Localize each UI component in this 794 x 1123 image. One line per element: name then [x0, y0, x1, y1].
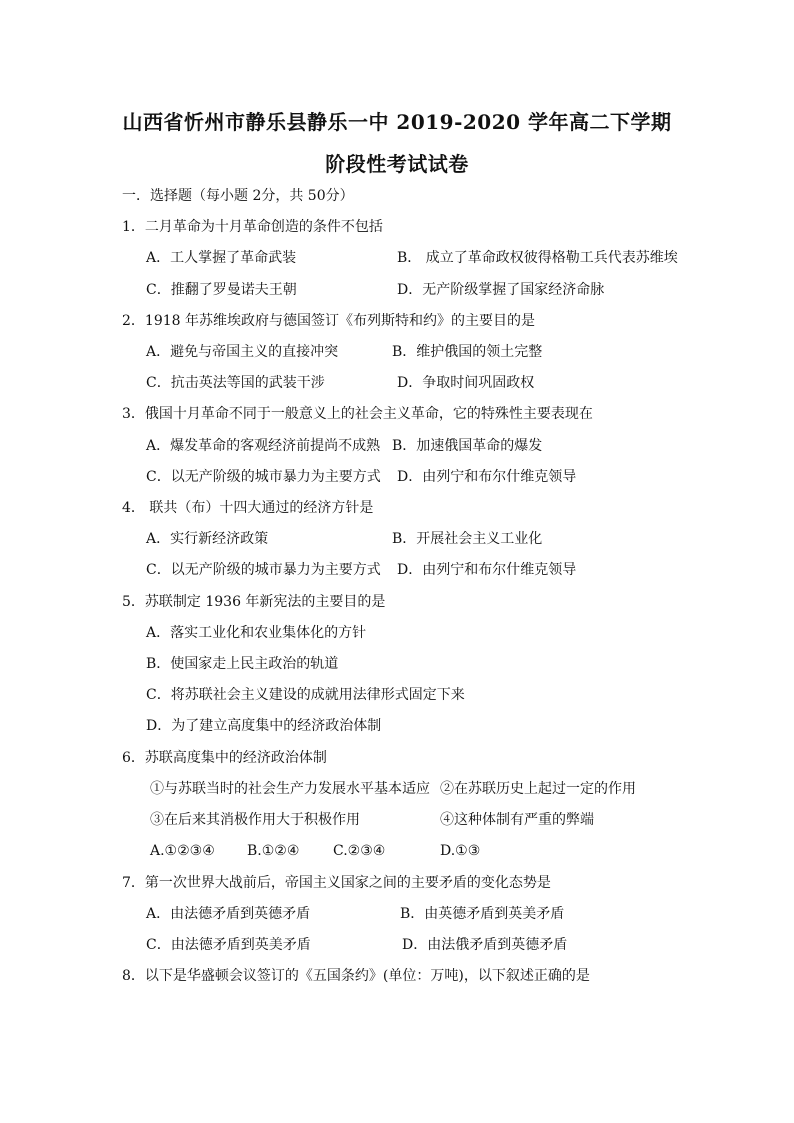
question-5-option-b: B．使国家走上民主政治的轨道 — [146, 656, 339, 672]
section-heading: 一．选择题（每小题 2分，共 50分） — [122, 188, 354, 204]
question-5-stem: 5．苏联制定 1936 年新宪法的主要目的是 — [122, 594, 386, 610]
question-7-option-d: D．由法俄矛盾到英德矛盾 — [402, 937, 568, 953]
question-5-option-d: D．为了建立高度集中的经济政治体制 — [146, 718, 382, 734]
question-6-option-b: B.①②④ — [247, 843, 300, 859]
question-4-option-a: A．实行新经济政策 — [146, 531, 269, 547]
question-4-option-c: C．以无产阶级的城市暴力为主要方式 — [146, 562, 381, 578]
question-6-stem: 6．苏联高度集中的经济政治体制 — [122, 750, 327, 766]
question-1-option-c: C．推翻了罗曼诺夫王朝 — [146, 282, 297, 298]
question-2-option-b: B．维护俄国的领土完整 — [392, 344, 543, 360]
question-6-statement-1: ①与苏联当时的社会生产力发展水平基本适应 — [150, 781, 430, 797]
question-4-stem: 4． 联共（布）十四大通过的经济方针是 — [122, 500, 374, 516]
question-8-stem: 8．以下是华盛顿会议签订的《五国条约》(单位：万吨)，以下叙述正确的是 — [122, 968, 590, 984]
question-6-statement-4: ④这种体制有严重的弊端 — [440, 812, 594, 828]
question-6-statement-2: ②在苏联历史上起过一定的作用 — [440, 781, 636, 797]
question-1-option-a: A．工人掌握了革命武装 — [146, 250, 297, 266]
question-6-option-d: D.①③ — [440, 843, 481, 859]
question-5-option-c: C．将苏联社会主义建设的成就用法律形式固定下来 — [146, 687, 465, 703]
question-1-stem: 1．二月革命为十月革命创造的条件不包括 — [122, 219, 383, 235]
question-4-option-d: D．由列宁和布尔什维克领导 — [397, 562, 577, 578]
question-7-option-a: A．由法德矛盾到英德矛盾 — [146, 906, 311, 922]
question-1-option-d: D．无产阶级掌握了国家经济命脉 — [397, 282, 605, 298]
question-3-stem: 3．俄国十月革命不同于一般意义上的社会主义革命，它的特殊性主要表现在 — [122, 406, 593, 422]
question-7-option-b: B．由英德矛盾到英美矛盾 — [400, 906, 565, 922]
question-2-option-d: D．争取时间巩固政权 — [397, 375, 535, 391]
question-6-statement-3: ③在后来其消极作用大于积极作用 — [150, 812, 360, 828]
question-4-option-b: B．开展社会主义工业化 — [392, 531, 543, 547]
question-6-option-c: C.②③④ — [333, 843, 386, 859]
question-3-option-c: C．以无产阶级的城市暴力为主要方式 — [146, 469, 381, 485]
question-7-stem: 7．第一次世界大战前后，帝国主义国家之间的主要矛盾的变化态势是 — [122, 875, 551, 891]
question-1-option-b: B． 成立了革命政权彼得格勒工兵代表苏维埃 — [397, 250, 678, 266]
question-7-option-c: C．由法德矛盾到英美矛盾 — [146, 937, 311, 953]
exam-title-line-2: 阶段性考试试卷 — [325, 152, 469, 176]
question-2-option-a: A．避免与帝国主义的直接冲突 — [146, 344, 339, 360]
question-3-option-d: D．由列宁和布尔什维克领导 — [397, 469, 577, 485]
question-2-stem: 2．1918 年苏维埃政府与德国签订《布列斯特和约》的主要目的是 — [122, 313, 535, 329]
exam-title-line-1: 山西省忻州市静乐县静乐一中 2019-2020 学年高二下学期 — [122, 110, 672, 134]
question-3-option-b: B．加速俄国革命的爆发 — [392, 438, 543, 454]
question-2-option-c: C．抗击英法等国的武装干涉 — [146, 375, 325, 391]
question-5-option-a: A．落实工业化和农业集体化的方针 — [146, 625, 367, 641]
question-6-option-a: A.①②③④ — [150, 843, 215, 859]
question-3-option-a: A．爆发革命的客观经济前提尚不成熟 — [146, 438, 381, 454]
